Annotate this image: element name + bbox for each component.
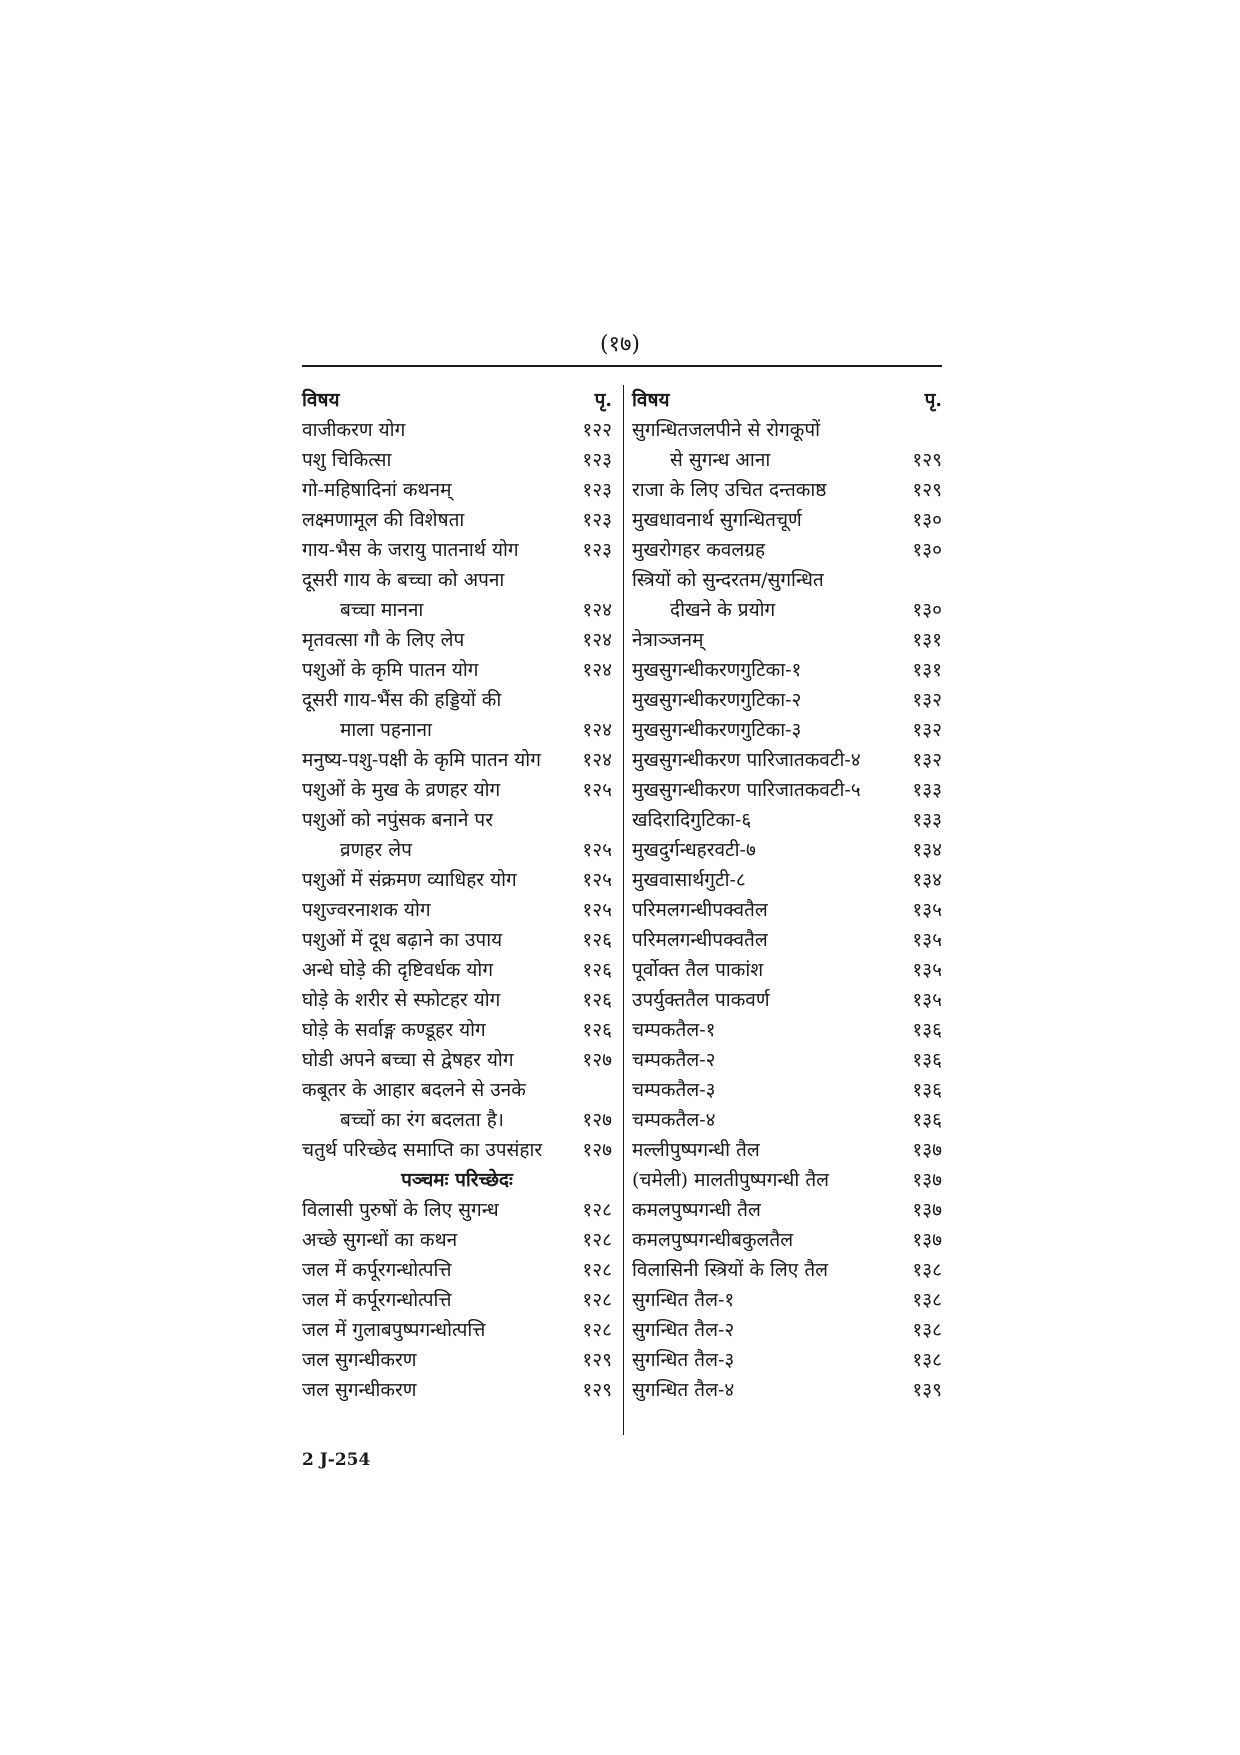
- toc-entry-page: १३५: [912, 899, 942, 921]
- page-number: (१७): [599, 332, 641, 357]
- toc-entry-page: १२३: [582, 449, 612, 471]
- toc-entry: [632, 1105, 942, 1135]
- toc-entry: [302, 1255, 612, 1285]
- toc-entry-page: १२९: [582, 1349, 612, 1371]
- toc-entry: [632, 1285, 942, 1315]
- toc-entry-title: बच्चों का रंग बदलता है।: [340, 1109, 504, 1131]
- toc-entry-title: दूसरी गाय के बच्चा को अपना: [302, 569, 505, 591]
- toc-entry: [632, 1165, 942, 1195]
- toc-entry: [632, 505, 942, 535]
- toc-entry: [302, 1315, 612, 1345]
- toc-entry-page: १३८: [912, 1289, 942, 1311]
- toc-entry-title: पशु चिकित्सा: [302, 449, 392, 471]
- right-column: [632, 385, 942, 1405]
- toc-entry: [632, 535, 942, 565]
- toc-entry-page: १२९: [582, 1379, 612, 1401]
- toc-entry-page: १२६: [582, 1019, 612, 1041]
- toc-entry-title: अन्धे घोड़े की दृष्टिवर्धक योग: [302, 959, 494, 981]
- toc-entry-page: १२९: [912, 479, 942, 501]
- toc-entry-page: १२४: [582, 629, 612, 651]
- toc-entry: [632, 1135, 942, 1165]
- toc-entry: [632, 745, 942, 775]
- toc-entry-page: १२८: [582, 1289, 612, 1311]
- toc-entry-title: विलासी पुरुषों के लिए सुगन्ध: [302, 1199, 499, 1221]
- toc-entry: [632, 1375, 942, 1405]
- column-header-title: विषय: [302, 389, 340, 411]
- toc-entry: [302, 625, 612, 655]
- toc-entry-title: चम्पकतैल-४: [632, 1109, 716, 1131]
- toc-entry: [632, 1255, 942, 1285]
- toc-entry-title: मुखदुर्गन्धहरवटी-७: [632, 839, 756, 861]
- toc-entry-title: अच्छे सुगन्धों का कथन: [302, 1229, 458, 1251]
- toc-entry-title: दूसरी गाय-भैंस की हड्डियों की: [302, 689, 502, 711]
- toc-entry-title: वाजीकरण योग: [302, 419, 406, 441]
- toc-entry-title: परिमलगन्धीपक्वतैल: [632, 899, 768, 921]
- toc-entry: [302, 655, 612, 685]
- toc-entry: [302, 1015, 612, 1045]
- toc-entry-page: १३६: [912, 1019, 942, 1041]
- toc-entry: [302, 955, 612, 985]
- toc-entry-title: गाय-भैस के जरायु पातनार्थ योग: [302, 539, 519, 561]
- toc-entry-title: कमलपुष्पगन्धी तैल: [632, 1199, 761, 1221]
- toc-entry-page: १३६: [912, 1079, 942, 1101]
- toc-entry: [302, 985, 612, 1015]
- right-column-header: [632, 385, 942, 415]
- toc-entry: [302, 1135, 612, 1165]
- toc-entry-title: पशुओं को नपुंसक बनाने पर: [302, 809, 493, 831]
- toc-entry: [302, 445, 612, 475]
- toc-entry-title: जल में कर्पूरगन्धोत्पत्ति: [302, 1259, 452, 1281]
- toc-entry-page: १३४: [912, 839, 942, 861]
- toc-entry: [632, 475, 942, 505]
- toc-entry-page: १२४: [582, 659, 612, 681]
- toc-entry: [302, 1375, 612, 1405]
- toc-entry: [302, 1045, 612, 1075]
- toc-entry-page: १२५: [582, 869, 612, 891]
- toc-entry-page: १२८: [582, 1319, 612, 1341]
- toc-entry-title: राजा के लिए उचित दन्तकाष्ठ: [632, 479, 827, 501]
- toc-entry-page: १२३: [582, 509, 612, 531]
- toc-entry: [302, 1285, 612, 1315]
- toc-entry: [632, 1345, 942, 1375]
- toc-entry: [302, 475, 612, 505]
- toc-entry: [632, 565, 942, 595]
- toc-entry-page: १३७: [912, 1139, 942, 1161]
- toc-entry: [302, 745, 612, 775]
- toc-entry: [302, 835, 612, 865]
- toc-entry: [302, 1105, 612, 1135]
- toc-entry-title: सुगन्धित तैल-२: [632, 1319, 735, 1341]
- column-header-page: पृ.: [924, 389, 942, 411]
- toc-entry-title: स्त्रियों को सुन्दरतम/सुगन्धित: [632, 569, 824, 591]
- toc-entry-page: १३०: [912, 599, 942, 621]
- toc-entry: [302, 865, 612, 895]
- toc-entry-page: १३२: [912, 689, 942, 711]
- toc-entry-title: सुगन्धित तैल-४: [632, 1379, 735, 1401]
- toc-entry-page: १३२: [912, 749, 942, 771]
- toc-entry: [632, 1225, 942, 1255]
- toc-entry-title: लक्ष्मणामूल की विशेषता: [302, 509, 465, 531]
- toc-entry-title: गो-महिषादिनां कथनम्: [302, 479, 452, 501]
- toc-entry-page: १३१: [912, 629, 942, 651]
- toc-entry: [302, 1225, 612, 1255]
- toc-entry-title: उपर्युक्ततैल पाकवर्ण: [632, 989, 770, 1011]
- toc-entry: [302, 1345, 612, 1375]
- toc-entry-title: सुगन्धित तैल-१: [632, 1289, 735, 1311]
- toc-entry-page: १२२: [582, 419, 612, 441]
- toc-entry-page: १३७: [912, 1229, 942, 1251]
- footer-code: 2 J-254: [302, 1450, 371, 1470]
- toc-entry-title: मुखसुगन्धीकरणगुटिका-२: [632, 689, 802, 711]
- toc-entry-title: व्रणहर लेप: [340, 839, 412, 861]
- toc-entry-page: १२६: [582, 959, 612, 981]
- column-header-page: पृ.: [594, 389, 612, 411]
- toc-entry-page: १३७: [912, 1169, 942, 1191]
- toc-entry-page: १२४: [582, 749, 612, 771]
- toc-entry: [632, 1315, 942, 1345]
- toc-entry-page: १३५: [912, 989, 942, 1011]
- toc-entry-page: १३७: [912, 1199, 942, 1221]
- toc-entry-title: जल में गुलाबपुष्पगन्धोत्पत्ति: [302, 1319, 486, 1341]
- toc-entry: [302, 505, 612, 535]
- toc-entry: [302, 715, 612, 745]
- toc-entry-page: १२४: [582, 719, 612, 741]
- toc-entry-page: १२९: [912, 449, 942, 471]
- toc-entry-title: मुखसुगन्धीकरण पारिजातकवटी-५: [632, 779, 861, 801]
- toc-entry: [302, 1195, 612, 1225]
- toc-entry-page: १२३: [582, 479, 612, 501]
- toc-entry: [632, 1195, 942, 1225]
- toc-entry: [302, 415, 612, 445]
- toc-entry-page: १२५: [582, 779, 612, 801]
- toc-entry-title: दीखने के प्रयोग: [670, 599, 776, 621]
- toc-entry-title: से सुगन्ध आना: [670, 449, 771, 471]
- toc-entry-page: १३५: [912, 959, 942, 981]
- toc-entry: [632, 445, 942, 475]
- toc-entry: [632, 775, 942, 805]
- toc-entry-page: १२७: [582, 1109, 612, 1131]
- toc-entry-title: मुखसुगन्धीकरण पारिजातकवटी-४: [632, 749, 861, 771]
- left-column: [302, 385, 612, 1405]
- toc-entry: [302, 595, 612, 625]
- toc-entry-page: १३८: [912, 1349, 942, 1371]
- toc-entry-title: मनुष्य-पशु-पक्षी के कृमि पातन योग: [302, 749, 541, 771]
- toc-entry: [632, 1045, 942, 1075]
- toc-entry-page: १२३: [582, 539, 612, 561]
- toc-entry-title: बच्चा मानना: [340, 599, 424, 621]
- toc-entry-title: परिमलगन्धीपक्वतैल: [632, 929, 768, 951]
- toc-entry: [302, 775, 612, 805]
- toc-entry-page: १३६: [912, 1109, 942, 1131]
- toc-entry-page: १३०: [912, 509, 942, 531]
- toc-entry-title: घोड़े के शरीर से स्फोटहर योग: [302, 989, 501, 1011]
- toc-entry-page: १२५: [582, 839, 612, 861]
- toc-entry-page: १२८: [582, 1199, 612, 1221]
- toc-entry-title: पशुओं के मुख के व्रणहर योग: [302, 779, 501, 801]
- toc-entry-title: सुगन्धितजलपीने से रोगकूपों: [632, 419, 821, 441]
- toc-entry-title: पशुओं के कृमि पातन योग: [302, 659, 479, 681]
- toc-entry-title: मुखरोगहर कवलग्रह: [632, 539, 766, 561]
- toc-entry: [302, 895, 612, 925]
- toc-entry: [632, 985, 942, 1015]
- toc-entry-title: कबूतर के आहार बदलने से उनके: [302, 1079, 526, 1101]
- toc-entry-title: मुखसुगन्धीकरणगुटिका-३: [632, 719, 802, 741]
- column-header-title: विषय: [632, 389, 670, 411]
- toc-entry: [632, 895, 942, 925]
- toc-entry-title: घोडी अपने बच्चा से द्वेषहर योग: [302, 1049, 514, 1071]
- toc-entry-page: १३३: [912, 779, 942, 801]
- toc-entry: [302, 685, 612, 715]
- toc-entry-title: जल सुगन्धीकरण: [302, 1349, 417, 1371]
- toc-entry: [632, 925, 942, 955]
- toc-entry-title: मल्लीपुष्पगन्धी तैल: [632, 1139, 760, 1161]
- toc-entry-title: (चमेली) मालतीपुष्पगन्धी तैल: [632, 1169, 830, 1191]
- toc-entry-page: १२६: [582, 989, 612, 1011]
- toc-entry-page: १३१: [912, 659, 942, 681]
- toc-entry-title: घोड़े के सर्वाङ्ग कण्डूहर योग: [302, 1019, 486, 1041]
- toc-entry-title: मुखवासार्थगुटी-८: [632, 869, 746, 891]
- toc-entry-title: चम्पकतैल-२: [632, 1049, 716, 1071]
- toc-entry-page: १२७: [582, 1139, 612, 1161]
- toc-entry-title: मुखधावनार्थ सुगन्धितचूर्ण: [632, 509, 802, 531]
- toc-entry: [632, 955, 942, 985]
- toc-entry-title: खदिरादिगुटिका-६: [632, 809, 752, 831]
- toc-entry: [302, 925, 612, 955]
- toc-entry: [632, 715, 942, 745]
- toc-entry-page: १३८: [912, 1319, 942, 1341]
- toc-entry: [632, 625, 942, 655]
- toc-entry-title: कमलपुष्पगन्धीबकुलतैल: [632, 1229, 794, 1251]
- toc-entry: [632, 805, 942, 835]
- toc-entry-page: १२८: [582, 1229, 612, 1251]
- toc-entry-page: १२७: [582, 1049, 612, 1071]
- toc-entry-page: १२४: [582, 599, 612, 621]
- toc-entry: [632, 655, 942, 685]
- toc-entry: [302, 1075, 612, 1105]
- toc-entry-title: मुखसुगन्धीकरणगुटिका-१: [632, 659, 802, 681]
- toc-entry: [632, 595, 942, 625]
- toc-entry-title: चम्पकतैल-१: [632, 1019, 716, 1041]
- toc-entry-page: १३३: [912, 809, 942, 831]
- toc-entry-page: १२५: [582, 899, 612, 921]
- toc-entry-title: पशुओं में संक्रमण व्याधिहर योग: [302, 869, 517, 891]
- toc-entry-title: जल सुगन्धीकरण: [302, 1379, 417, 1401]
- toc-entry: [632, 835, 942, 865]
- toc-entry: [632, 1015, 942, 1045]
- toc-entry-title: माला पहनाना: [340, 719, 432, 741]
- toc-entry-page: १३६: [912, 1049, 942, 1071]
- toc-entry-page: १३४: [912, 869, 942, 891]
- left-column-header: [302, 385, 612, 415]
- toc-entry-page: १३५: [912, 929, 942, 951]
- toc-entry-page: १२८: [582, 1259, 612, 1281]
- top-rule: [302, 365, 942, 367]
- toc-entry-page: १३९: [912, 1379, 942, 1401]
- toc-entry: [302, 805, 612, 835]
- toc-entry-title: पूर्वोक्त तैल पाकांश: [632, 959, 764, 981]
- toc-entry: [302, 535, 612, 565]
- toc-entry-page: १२६: [582, 929, 612, 951]
- section-heading: [302, 1165, 612, 1195]
- column-divider: [623, 385, 624, 1435]
- toc-entry-title: चतुर्थ परिच्छेद समाप्ति का उपसंहार: [302, 1139, 543, 1161]
- toc-entry: [302, 565, 612, 595]
- toc-entry: [632, 685, 942, 715]
- toc-entry: [632, 1075, 942, 1105]
- toc-entry-title: चम्पकतैल-३: [632, 1079, 716, 1101]
- toc-entry-title: मृतवत्सा गौ के लिए लेप: [302, 629, 465, 651]
- toc-entry-title: पशुज्वरनाशक योग: [302, 899, 431, 921]
- toc-entry: [632, 415, 942, 445]
- toc-entry-page: १३०: [912, 539, 942, 561]
- toc-entry-title: नेत्राञ्जनम्: [632, 629, 704, 651]
- toc-entry-page: १३८: [912, 1259, 942, 1281]
- toc-entry-title: जल में कर्पूरगन्धोत्पत्ति: [302, 1289, 452, 1311]
- toc-entry-title: विलासिनी स्त्रियों के लिए तैल: [632, 1259, 829, 1281]
- toc-entry-title: सुगन्धित तैल-३: [632, 1349, 735, 1371]
- toc-entry-title: पञ्चमः परिच्छेदः: [401, 1169, 513, 1191]
- toc-entry-page: १३२: [912, 719, 942, 741]
- toc-entry: [632, 865, 942, 895]
- toc-entry-title: पशुओं में दूध बढ़ाने का उपाय: [302, 929, 503, 951]
